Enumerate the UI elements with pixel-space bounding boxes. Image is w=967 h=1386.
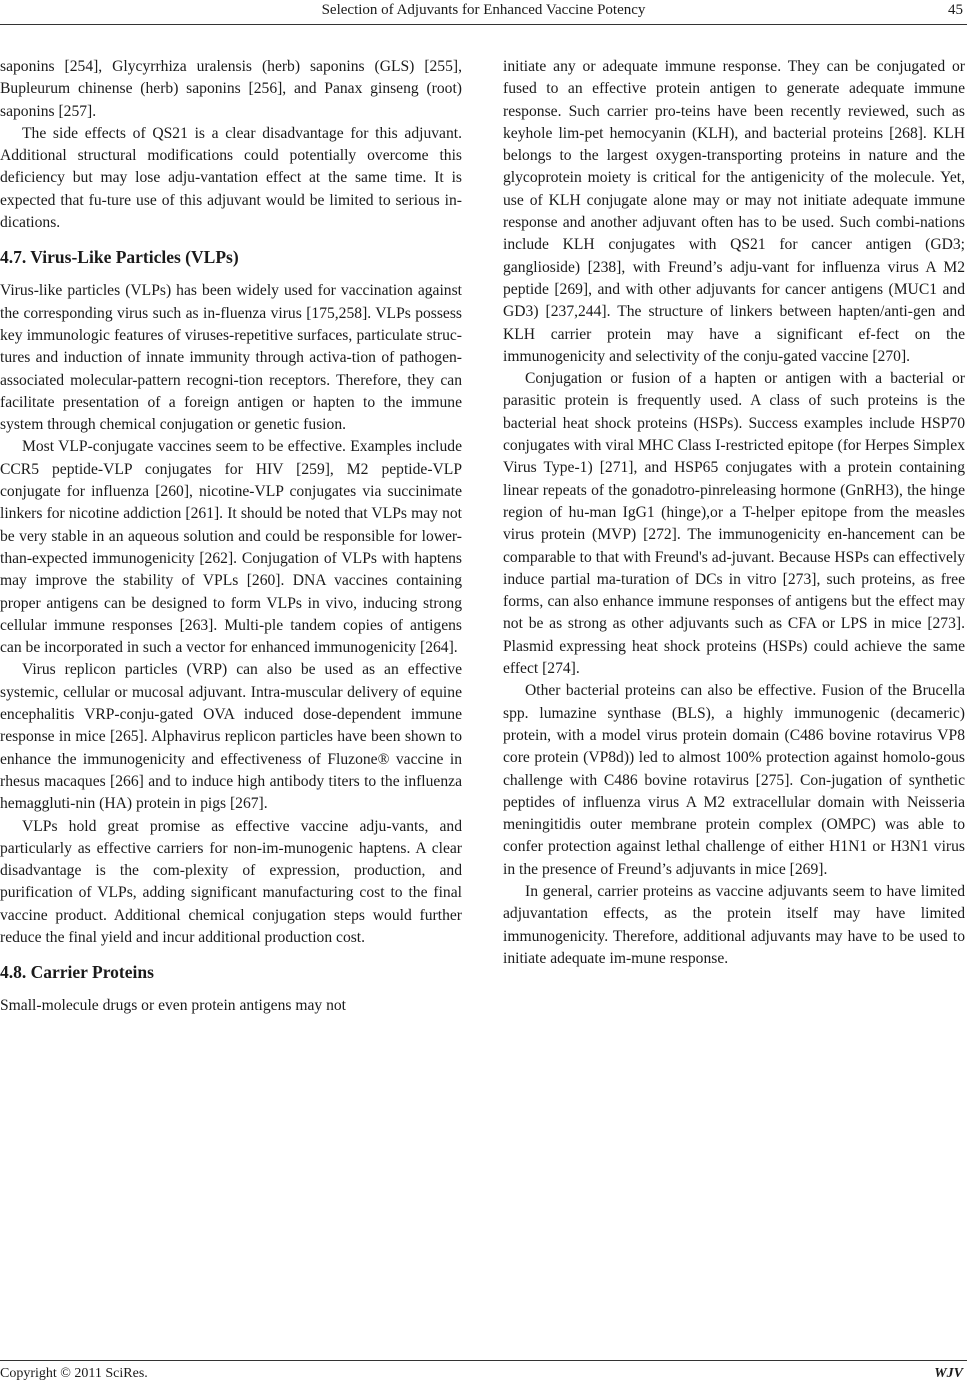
paragraph: Small-molecule drugs or even protein antigens may not bbox=[0, 997, 347, 1015]
right-column bbox=[503, 56, 965, 1346]
running-title: Selection of Adjuvants for Enhanced Vaccine Potency bbox=[321, 2, 646, 18]
paragraph: Virus-like particles (VLPs) has been widely used for vaccination against the corresponding virus such as in-fluenza virus [175,258]. VLPs possess key immunologic features of viruses-repetitive surfaces, particulate struc-tures and induction of innate immunity through activa-tion of pathogen-associated molecular-pattern recogni-tion receptors. Therefore, they can facilitate presentation of a foreign antigen or hapten to the immune system through chemical conjugation or genetic fusion. bbox=[0, 282, 462, 434]
copyright: Copyright © 2011 SciRes. bbox=[0, 1366, 148, 1381]
paragraph: The side effects of QS21 is a clear disadvantage for this adjuvant. Additional structural modifications could potentially overcome this deficiency but may lose adju-vantation effect at the same time. It is expected that fu-ture use of this adjuvant would be limited to serious in-dications. bbox=[0, 124, 462, 232]
paragraph: In general, carrier proteins as vaccine adjuvants seem to have limited adjuvantation effects, as the protein itself may have limited immunogenicity. Therefore, additional adjuvants may have to be used to initiate adequate im-mune response. bbox=[503, 882, 965, 967]
left-column bbox=[0, 56, 462, 1346]
header-rule bbox=[0, 24, 967, 25]
paragraph: Virus replicon particles (VRP) can also be used as an effective systemic, cellular or mucosal adjuvant. Intra-muscular delivery of equine encephalitis VRP-conju-gated OVA induced dose-dependent immune response in mice [265]. Alphavirus replicon particles have been shown to enhance the immunogenicity and effectiveness of Fluzone® vaccine in rhesus macaques [266] and to induce high antibody titers to the influenza hemaggluti-nin (HA) protein in pigs [267]. bbox=[0, 661, 462, 813]
page-header bbox=[0, 0, 967, 26]
paragraph: Most VLP-conjugate vaccines seem to be effective. Examples include CCR5 peptide-VLP conjugates for HIV [259], M2 peptide-VLP conjugate for influenza [260], nicotine-VLP conjugates via succinimate linkers for nicotine addiction [261]. It should be noted that VLPs may not be very stable in an aqueous solution and could be responsible for lower-than-expected immunogenicity [262]. Conjugation of VLPs with haptens may improve the stability of VPLs [260]. DNA vaccines containing proper antigens can be designed to form VLPs in vivo, inducing strong cellular immune responses [263]. Multi-ple tandem copies of antigens can be incorporated in such a vector for enhanced immunogenicity [264]. bbox=[0, 438, 462, 657]
journal-abbrev: WJV bbox=[934, 1366, 963, 1381]
section-heading: 4.7. Virus-Like Particles (VLPs) bbox=[0, 247, 239, 268]
page-footer bbox=[0, 1360, 967, 1386]
section-heading: 4.8. Carrier Proteins bbox=[0, 962, 154, 983]
paragraph: Other bacterial proteins can also be effective. Fusion of the Brucella spp. lumazine synthase (BLS), a highly immunogenic (decameric) protein, with a model virus protein domain (C486 bovine rotavirus VP8 core protein (VP8d)) led to almost 100% protection against homolo-gous challenge with C486 bovine rotavirus [275]. Con-jugation of synthetic peptides of influenza virus A M2 extracellular domain with Neisseria meningitidis outer membrane protein complex (OMPC) was able to confer protection against lethal challenge of either H1N1 or H3N1 virus in the presence of Freund’s adjuvants in mice [269]. bbox=[503, 682, 965, 878]
footer-rule bbox=[0, 1360, 967, 1361]
paragraph: VLPs hold great promise as effective vaccine adju-vants, and particularly as effective carriers for non-im-munogenic haptens. A clear disadvantage is the com-plexity of expression, production, and purification of VLPs, adding significant manufacturing cost to the final vaccine product. Additional chemical conjugation steps would further reduce the final yield and incur additional production cost. bbox=[0, 817, 462, 946]
paragraph: Conjugation or fusion of a hapten or antigen with a bacterial or parasitic protein is frequently used. A class of such proteins is the bacterial heat shock proteins (HSPs). Success examples include HSP70 conjugates with viral MHC Class I-restricted epitope (for Herpes Simplex Virus Type-1) [271], and HSP65 conjugates with a protein containing linear repeats of the gonadotro-pinreleasing hormone (GnRH3), the hinge region of hu-man IgG1 (hinge),or a T-helper epitope from the measles virus protein (MVP) [272]. The immunogenicity en-hancement can be comparable to that with Freund's ad-juvant. Because HSPs can effectively induce partial ma-turation of DCs in vitro [273], such proteins, as free forms, can also enhance immune responses of antigens but the effect may not be as strong as other adjuvants such as CFA or LPS in mice [273]. Plasmid expressing heat shock proteins (HSPs) could achieve the same effect [274]. bbox=[503, 370, 965, 678]
page-number: 45 bbox=[948, 2, 963, 18]
paragraph: initiate any or adequate immune response. They can be conjugated or fused to an effective protein antigen to generate adequate immune response. Such carrier pro-teins have been recently reviewed, such as keyhole lim-pet hemocyanin (KLH), and bacterial proteins [268]. KLH belongs to the largest oxygen-transporting proteins in nature and the glycoprotein moiety is critical for the antigenicity of the molecule. Yet, use of KLH conjugate alone may or may not initiate adequate immune response and another adjuvant often has to be used. Such combi-nations include KLH conjugates with QS21 for cancer antigen (GD3; ganglioside) [238], with Freund’s adju-vant for influenza virus A M2 peptide [269], and with other adjuvants for cancer antigens (MUC1 and GD3) [237,244]. The structure of linkers between hapten/anti-gen and KLH carrier protein may have a significant ef-fect on the immunogenicity and selectivity of the conju-gated vaccine [270]. bbox=[503, 58, 965, 365]
paragraph: saponins [254], Glycyrrhiza uralensis (herb) saponins (GLS) [255], Bupleurum chinense (herb) saponins [256], and Panax ginseng (root) saponins [257]. bbox=[0, 58, 462, 120]
